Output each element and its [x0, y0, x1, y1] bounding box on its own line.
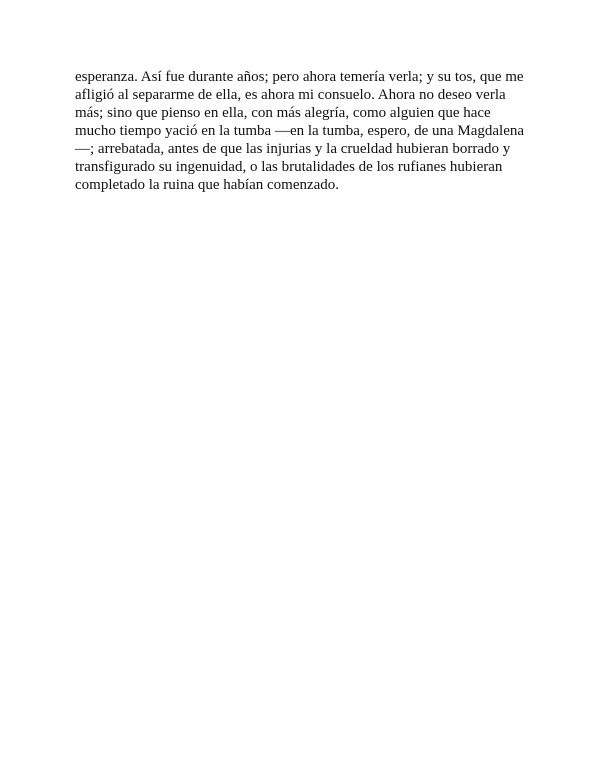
paragraph-line: completado la ruina que habían comenzado.: [75, 177, 340, 193]
body-paragraph: [75, 68, 535, 194]
paragraph-line: más; sino que pienso en ella, con más alegría, como alguien que hace: [75, 105, 491, 121]
paragraph-line: esperanza. Así fue durante años; pero ahora temería verla; y su tos, que me: [75, 69, 524, 85]
paragraph-line: mucho tiempo yació en la tumba —en la tumba, espero, de una Magdalena: [75, 123, 525, 139]
paragraph-line: afligió al separarme de ella, es ahora mi consuelo. Ahora no deseo verla: [75, 87, 506, 103]
paragraph-line: —; arrebatada, antes de que las injurias y la crueldad hubieran borrado y: [75, 141, 511, 157]
paragraph-line: transfigurado su ingenuidad, o las brutalidades de los rufianes hubieran: [75, 159, 503, 175]
